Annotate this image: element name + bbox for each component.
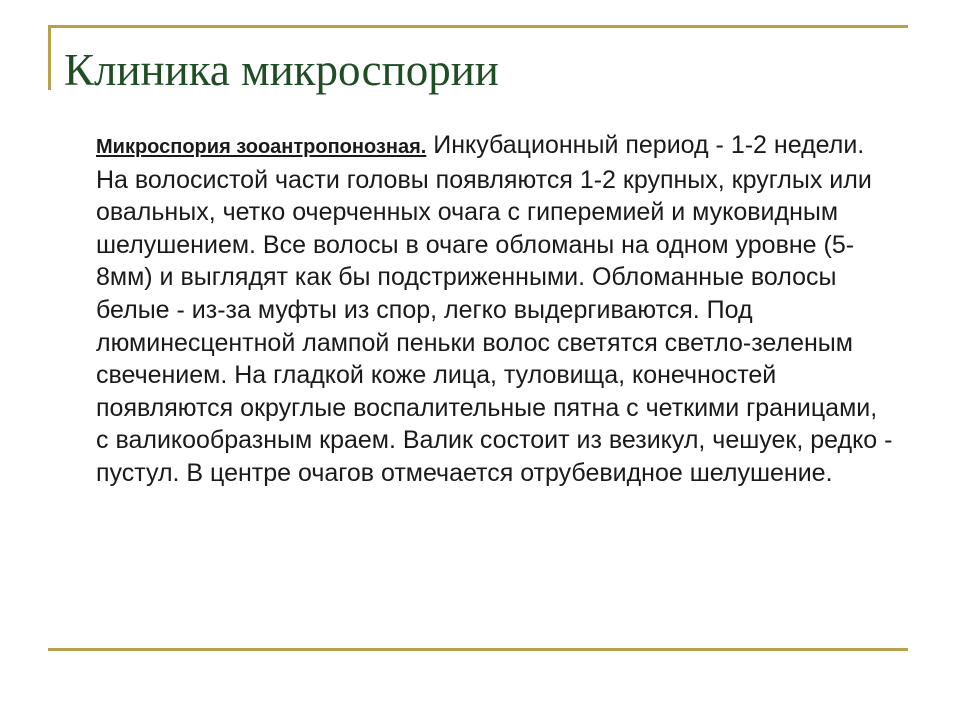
top-rule [48, 25, 908, 28]
left-rule [48, 25, 51, 90]
bottom-rule [48, 648, 908, 651]
body-text: Инкубационный период - 1-2 недели. На волосистой части головы появляются 1-2 крупных, круглых или овальных, четко очерченных очага с гиперемией и муковидным шелушением. Все волосы в очаге обломаны на одном уровне (5-8мм) и выглядят как бы подстриженными. Обломанные волосы белые - из-за муфты из спор, легко выдергиваются. Под люминесцентной лампой пеньки волос светятся светло-зеленым свечением. На гладкой коже лица, туловища, конечностей появляются округлые воспалительные пятна с четкими границами, с валикообразным краем. Валик состоит из везикул, чешуек, редко - пустул. В центре очагов отмечается отрубевидное шелушение. [96, 131, 893, 487]
slide-title: Клиника микроспории [64, 45, 499, 95]
body-lead: Микроспория зооантропонозная. [96, 136, 427, 158]
slide-body [96, 129, 896, 490]
